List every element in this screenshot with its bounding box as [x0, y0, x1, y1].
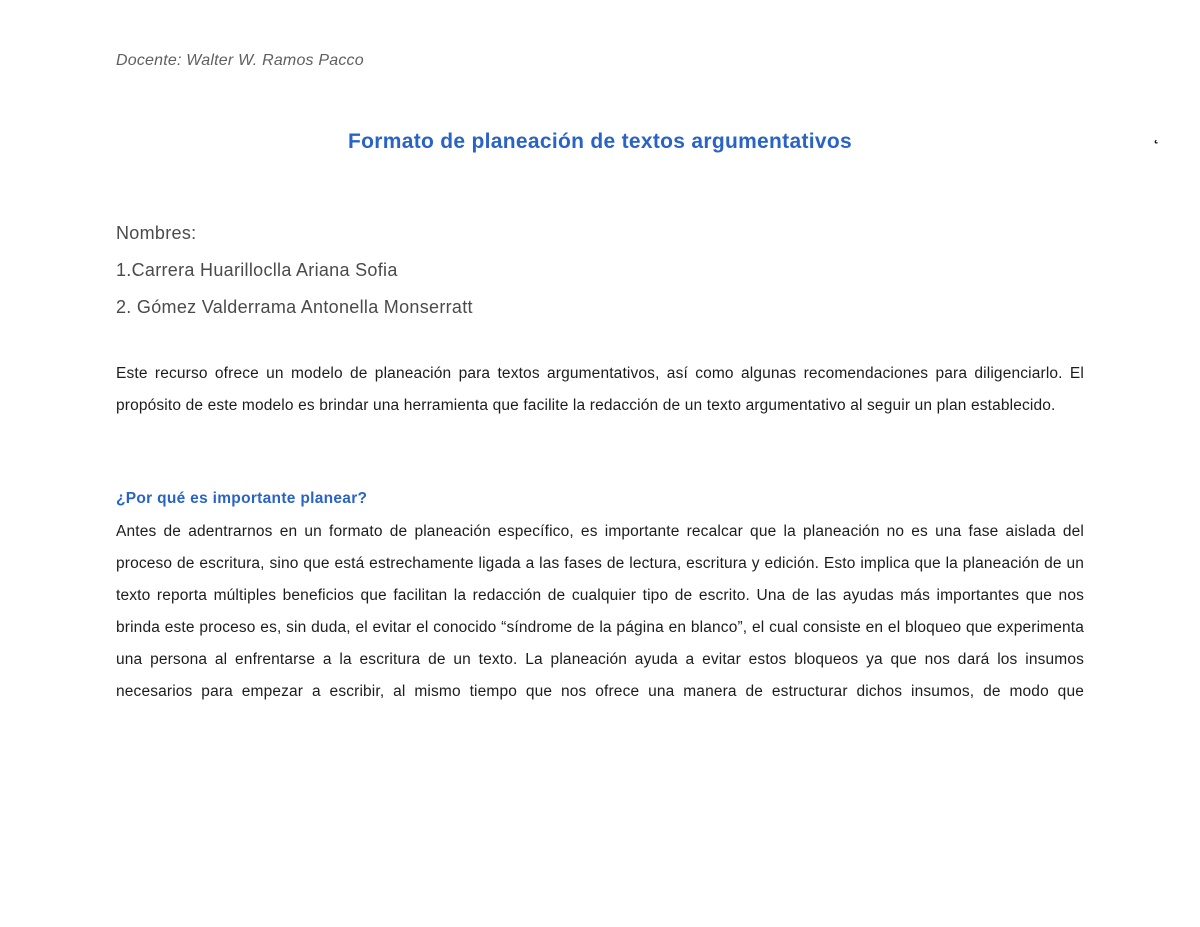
intro-paragraph: Este recurso ofrece un modelo de planeación para textos argumentativos, así como algunas recomendaciones para diligenciarlo. El propósito de este modelo es brindar una herramienta que facilite la redacción de un texto argumentativo al seguir un plan establecido. — [116, 365, 1084, 414]
student-name-2: 2. Gómez Valderrama Antonella Monserratt — [116, 297, 473, 317]
student-name-1: 1.Carrera Huarilloclla Ariana Sofia — [116, 260, 398, 280]
teacher-header: Docente: Walter W. Ramos Pacco — [116, 52, 364, 69]
section-paragraph: Antes de adentrarnos en un formato de planeación específico, es importante recalcar que la planeación no es una fase aislada del proceso de escritura, sino que está estrechamente ligada a las fases de lectura, escritura y edición. Esto implica que la planeación de un texto reporta múltiples beneficios que facilitan la redacción de cualquier tipo de escrito. Una de las ayudas más importantes que nos brinda este proceso es, sin duda, el evitar el conocido “síndrome de la página en blanco”, el cual consiste en el bloqueo que experimenta una persona al enfrentarse a la escritura de un texto. La planeación ayuda a evitar estos bloqueos ya que nos dará los insumos necesarios para empezar a escribir, al mismo tiempo que nos ofrece una manera de estructurar dichos insumos, de modo que — [116, 523, 1084, 700]
names-label: Nombres: — [116, 223, 197, 243]
page-title: Formato de planeación de textos argumentativos — [348, 130, 852, 153]
corner-mark: ˛ — [1154, 127, 1160, 144]
section-heading: ¿Por qué es importante planear? — [116, 490, 368, 507]
names-block — [116, 221, 473, 332]
